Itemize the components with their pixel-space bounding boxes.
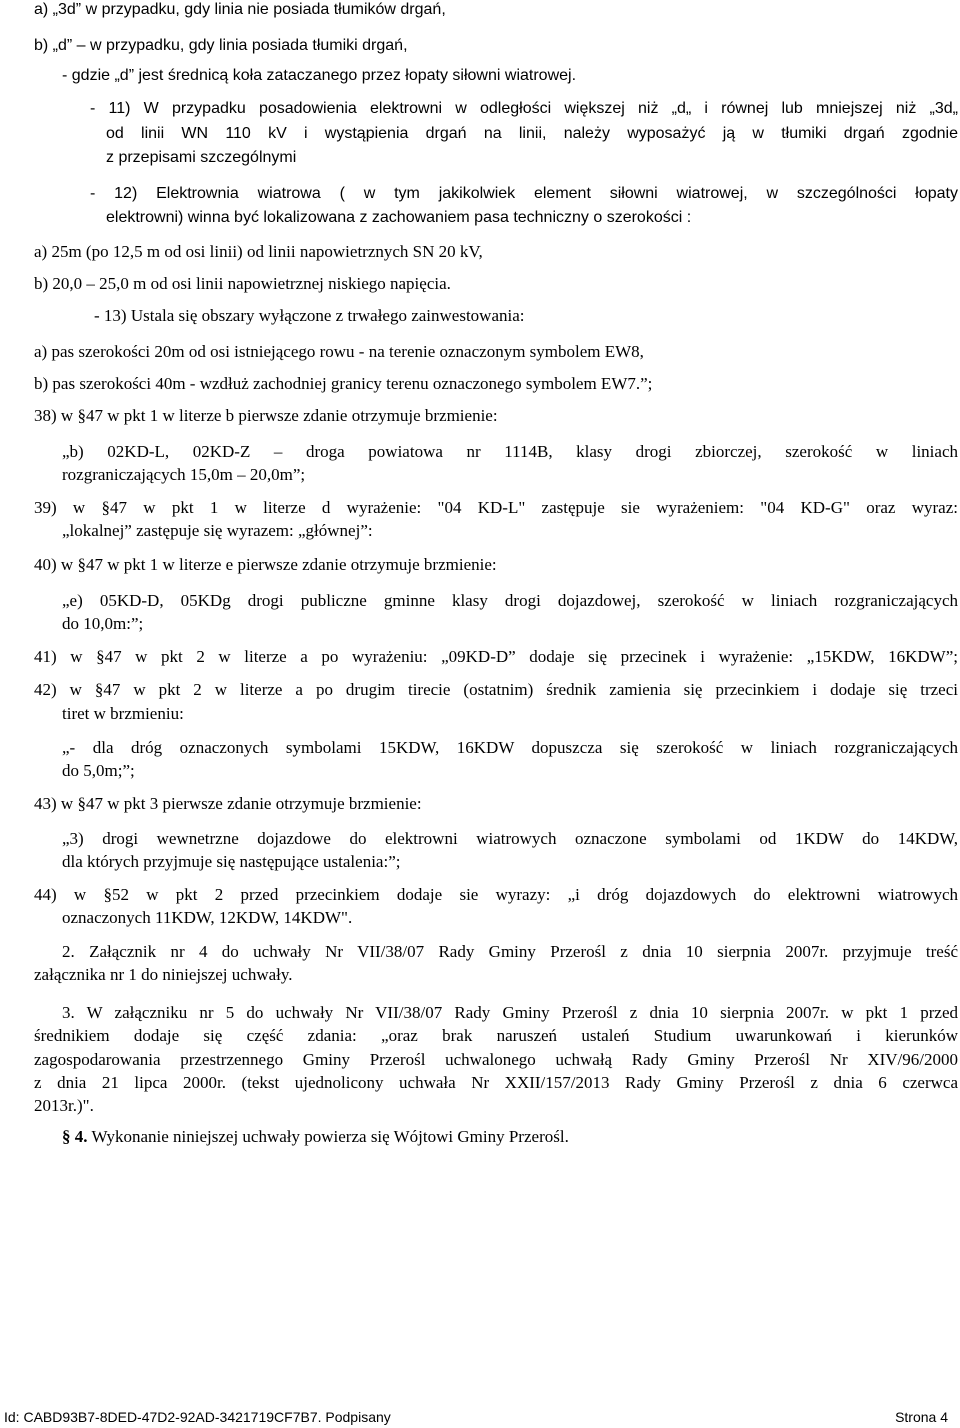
item-43: 43) w §47 w pkt 3 pierwsze zdanie otrzymuje brzmienie:	[34, 794, 422, 813]
footer-page-number: Strona 4	[895, 1409, 948, 1425]
paragraph-11-line-1: - 11) W przypadku posadowienia elektrowni w odległości większej niż „d„ i równej lub mniejszej niż „3d„	[90, 100, 958, 117]
item-40-quote-line-2: do 10,0m:”;	[62, 614, 144, 633]
section-4-text: Wykonanie niniejszej uchwały powierza się Wójtowi Gminy Przerośl.	[87, 1127, 569, 1146]
section-3-line-5: 2013r.)".	[34, 1096, 94, 1115]
paragraph-11-line-2: od linii WN 110 kV i wystąpienia drgań na linii, należy wyposażyć ją w tłumiki drgań zgodnie	[106, 125, 958, 142]
text-line-a2: a) 25m (po 12,5 m od osi linii) od linii napowietrznych SN 20 kV,	[34, 242, 483, 261]
text-line-b2: b) 20,0 – 25,0 m od osi linii napowietrznej niskiego napięcia.	[34, 274, 451, 293]
paragraph-13: - 13) Ustala się obszary wyłączone z trwałego zainwestowania:	[94, 306, 525, 325]
paragraph-12-line-2: elektrowni) winna być lokalizowana z zachowaniem pasa techniczny o szerokości :	[106, 209, 692, 226]
item-44-line-1: 44) w §52 w pkt 2 przed przecinkiem dodaje sie wyrazy: „i dróg dojazdowych do elektrowni wiatrowych	[34, 885, 958, 904]
text-line-b3: b) pas szerokości 40m - wzdłuż zachodniej granicy terenu oznaczonego symbolem EW7.”;	[34, 374, 653, 393]
text-line-a1: a) „3d” w przypadku, gdy linia nie posiada tłumików drgań,	[34, 1, 446, 18]
section-3-line-1: 3. W załączniku nr 5 do uchwały Nr VII/38/07 Rady Gminy Przerośl z dnia 10 sierpnia 2007r. w pkt 1 przed	[62, 1003, 958, 1022]
item-44-line-2: oznaczonych 11KDW, 12KDW, 14KDW".	[62, 908, 353, 927]
section-2-line-1: 2. Załącznik nr 4 do uchwały Nr VII/38/07 Rady Gminy Przerośl z dnia 10 sierpnia 2007r. przyjmuje treść	[62, 942, 958, 961]
section-4	[62, 1125, 569, 1149]
text-line-gdzie: - gdzie „d” jest średnicą koła zataczanego przez łopaty siłowni wiatrowej.	[62, 67, 577, 84]
item-38: 38) w §47 w pkt 1 w literze b pierwsze zdanie otrzymuje brzmienie:	[34, 406, 498, 425]
item-38-quote-line-1: „b) 02KD-L, 02KD-Z – droga powiatowa nr 1114B, klasy drogi zbiorczej, szerokość w liniach	[62, 442, 958, 461]
paragraph-11-line-3: z przepisami szczególnymi	[106, 149, 297, 166]
item-40-quote-line-1: „e) 05KD-D, 05KDg drogi publiczne gminne klasy drogi dojazdowej, szerokość w liniach rozgraniczających	[62, 591, 958, 610]
section-3-line-2: średnikiem dodaje się część zdania: „oraz brak naruszeń ustaleń Studium uwarunkowań i kierunków	[34, 1026, 958, 1045]
item-42-line-1: 42) w §47 w pkt 2 w literze a po drugim tirecie (ostatnim) średnik zamienia się przecinkiem i dodaje się trzeci	[34, 680, 958, 699]
item-39-line-1: 39) w §47 w pkt 1 w literze d wyrażenie: "04 KD-L" zastępuje sie wyrażeniem: "04 KD-G" oraz wyraz:	[34, 498, 958, 517]
item-42-quote-line-2: do 5,0m;”;	[62, 761, 135, 780]
item-38-quote-line-2: rozgraniczających 15,0m – 20,0m”;	[62, 465, 306, 484]
footer-document-id: Id: CABD93B7-8DED-47D2-92AD-3421719CF7B7. Podpisany	[4, 1409, 391, 1425]
item-40: 40) w §47 w pkt 1 w literze e pierwsze zdanie otrzymuje brzmienie:	[34, 555, 497, 574]
section-3-line-4: z dnia 21 lipca 2000r. (tekst ujednolicony uchwała Nr XXII/157/2013 Rady Gminy Przerośl z dnia 6 czerwca	[34, 1073, 958, 1092]
section-2-line-2: załącznika nr 1 do niniejszej uchwały.	[34, 965, 293, 984]
item-43-quote-line-1: „3) drogi wewnetrzne dojazdowe do elektrowni wiatrowych oznaczone symbolami od 1KDW do 14KDW,	[62, 829, 958, 848]
paragraph-12-line-1: - 12) Elektrownia wiatrowa ( w tym jakikolwiek element siłowni wiatrowej, w szczególności łopaty	[90, 185, 958, 202]
section-3-line-3: zagospodarowania przestrzennego Gminy Przerośl uchwalonego uchwałą Rady Gminy Przerośl Nr XIV/96/2000	[34, 1050, 958, 1069]
item-43-quote-line-2: dla których przyjmuje się następujące ustalenia:”;	[62, 852, 401, 871]
section-4-number: § 4.	[62, 1127, 88, 1146]
item-39-line-2: „lokalnej” zastępuje się wyrazem: „głównej”:	[62, 521, 373, 540]
text-line-b1: b) „d” – w przypadku, gdy linia posiada tłumiki drgań,	[34, 37, 408, 54]
text-line-a3: a) pas szerokości 20m od osi istniejącego rowu - na terenie oznaczonym symbolem EW8,	[34, 342, 644, 361]
item-41: 41) w §47 w pkt 2 w literze a po wyrażeniu: „09KD-D” dodaje się przecinek i wyrażenie: „15KDW, 16KDW”;	[34, 647, 958, 666]
item-42-quote-line-1: „- dla dróg oznaczonych symbolami 15KDW, 16KDW dopuszcza się szerokość w liniach rozgraniczających	[62, 738, 958, 757]
item-42-line-2: tiret w brzmieniu:	[62, 704, 184, 723]
